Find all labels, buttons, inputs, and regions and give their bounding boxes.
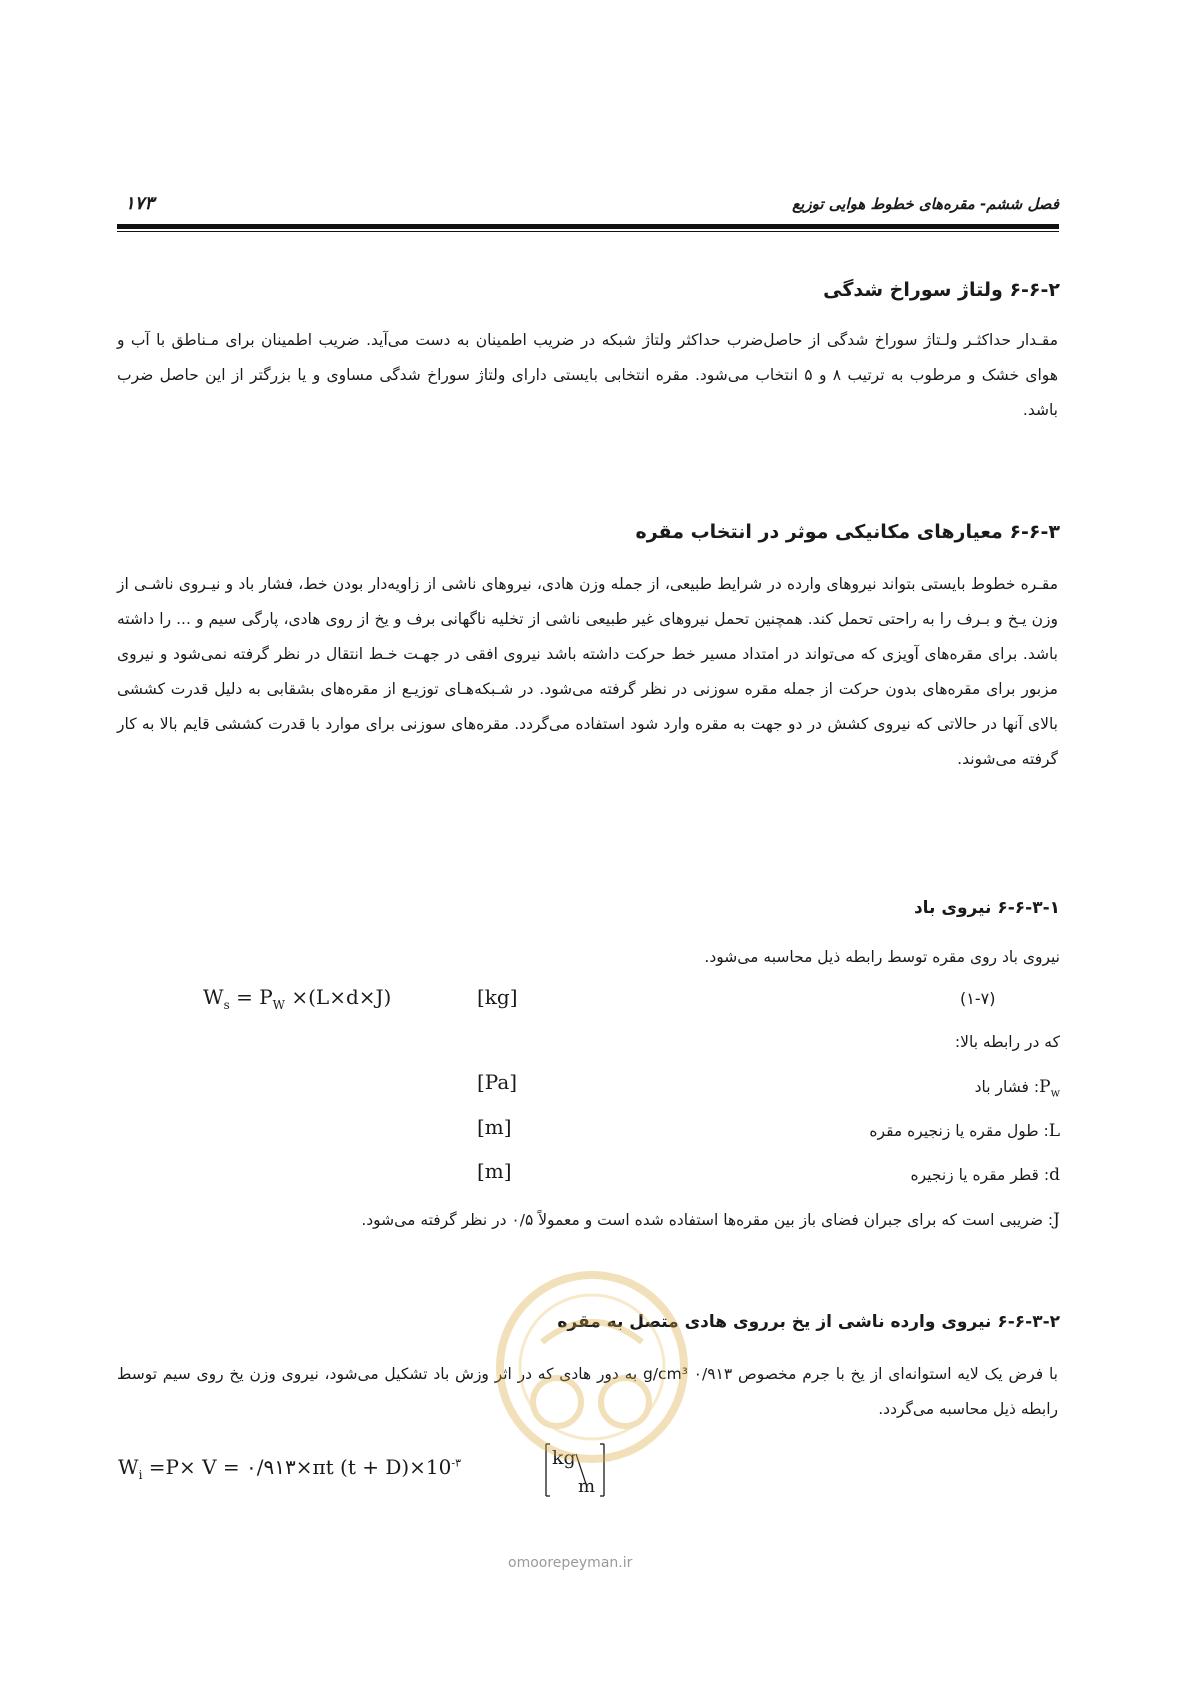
- definition-text: : ضریبی است که برای جبران فضای باز بین مقره‌ها استفاده شده است و معمولاً ۰/۵ در نظر گرفته می‌شود.: [361, 1211, 1054, 1229]
- definition-l: [869, 1121, 1060, 1141]
- chapter-title: فصل ششم- مقره‌های خطوط هوایی توزیع: [792, 195, 1059, 213]
- page-number: ۱۷۳: [125, 193, 155, 214]
- section-heading-mechanical-criteria: ۶-۶-۳ معیارهای مکانیکی موثر در انتخاب مقره: [635, 521, 1060, 543]
- definition-unit-d: [m]: [477, 1159, 512, 1183]
- header-rule-thin: [117, 231, 1059, 232]
- paragraph-puncture-voltage: مقـدار حداکثـر ولـتاژ سوراخ شدگی از حاصل‌ضرب حداکثر ولتاژ شبکه در ضریب اطمینان به دست می‌آید. ضریب اطمینان برای مـناطق با آب و هوای خشک و مرطوب به ترتیب ۸ و ۵ انتخاب می‌شود. مقره انتخابی بایستی دارای ولتاژ سوراخ شدگی مساوی و یا بزرگتر از این حاصل ضرب باشد.: [117, 331, 1058, 419]
- definition-text: : قطر مقره یا زنجیره: [910, 1166, 1050, 1184]
- definition-symbol: d: [1049, 1165, 1060, 1185]
- unit-numerator: kg: [552, 1447, 576, 1469]
- paragraph-mechanical-criteria: مقـره خطوط بایستی بتواند نیروهای وارده در شرایط طبیعی، از جمله وزن هادی، نیروهای ناشی از زاویه‌دار بودن خط، فشار باد و نیـروی ناشـی از وزن یـخ و بـرف را به راحتی تحمل کند. همچنین تحمل نیروهای غیر طبیعی ناشی از تخلیه ناگهانی برف و یخ از روی هادی، پارگی سیم و ... را داشته باشد. برای مقره‌های آویزی که می‌تواند در امتداد مسیر خط حرکت داشته باشد نیروی افقی در جهـت خـط انتقال در نظر گرفته نمی‌شود و نیروی مزبور برای مقره‌های بدون حرکت از جمله مقره سوزنی در نظر گرفته می‌شود. در شـبکه‌هـای توزیـع از مقره‌های بشقابی به دلیل قدرت کششی بالای آنها در حالاتی که نیروی کشش در دو جهت به مقره وارد شود استفاده می‌گردد. مقره‌های سوزنی برای موارد با قدرت کششی قایم بالا به کار گرفته می‌شوند.: [117, 575, 1058, 768]
- equation-number: (۱-۷): [960, 989, 996, 1008]
- definition-symbol: J: [1053, 1210, 1060, 1230]
- definition-symbol: L: [1048, 1121, 1060, 1141]
- definition-text: : طول مقره یا زنجیره مقره: [869, 1122, 1049, 1140]
- watermark-logo: [487, 1262, 697, 1472]
- definition-text: : فشار باد: [974, 1078, 1040, 1096]
- definition-symbol: $P_w$: [1039, 1077, 1060, 1100]
- wind-force-intro: نیروی باد روی مقره توسط رابطه ذیل محاسبه می‌شود.: [704, 948, 1060, 966]
- where-label: که در رابطه بالا:: [954, 1033, 1060, 1051]
- ice-force-formula: $W_i =P\times V$ = ۰/۹۱۳×πt $(t + D)\times 10^{-۳}$: [118, 1455, 461, 1482]
- definition-pw: [975, 1077, 1060, 1099]
- paragraph-ice-force: با فرض یک لایه استوانه‌ای از یخ با جرم مخصوص ۰/۹۱۳ g/cm³ به دور هادی که در اثر وزش باد تشکیل می‌شود، نیروی وزن یخ روی سیم توسط رابطه ذیل محاسبه می‌گردد.: [117, 1365, 1058, 1418]
- watermark-text: omoorepeyman.ir: [508, 1555, 633, 1571]
- definition-unit-l: [m]: [477, 1115, 512, 1139]
- definition-j: [361, 1210, 1060, 1230]
- definition-unit-pw: [Pa]: [477, 1070, 518, 1094]
- page-header: [117, 195, 1059, 225]
- wind-force-unit: [kg]: [477, 985, 518, 1009]
- definition-d: [910, 1165, 1060, 1185]
- subsection-heading-ice-force: ۶-۶-۳-۲ نیروی وارده ناشی از یخ برروی هادی متصل به مقره: [557, 1312, 1060, 1332]
- subsection-heading-wind-force: ۶-۶-۳-۱ نیروی باد: [913, 898, 1060, 918]
- unit-denominator: m: [578, 1476, 596, 1497]
- wind-force-formula: $W_s = P_W \times(L\times d\times J)$: [203, 985, 392, 1012]
- section-heading-puncture-voltage: ۶-۶-۲ ولتاژ سوراخ شدگی: [823, 279, 1060, 301]
- header-rule-thick: [117, 224, 1059, 229]
